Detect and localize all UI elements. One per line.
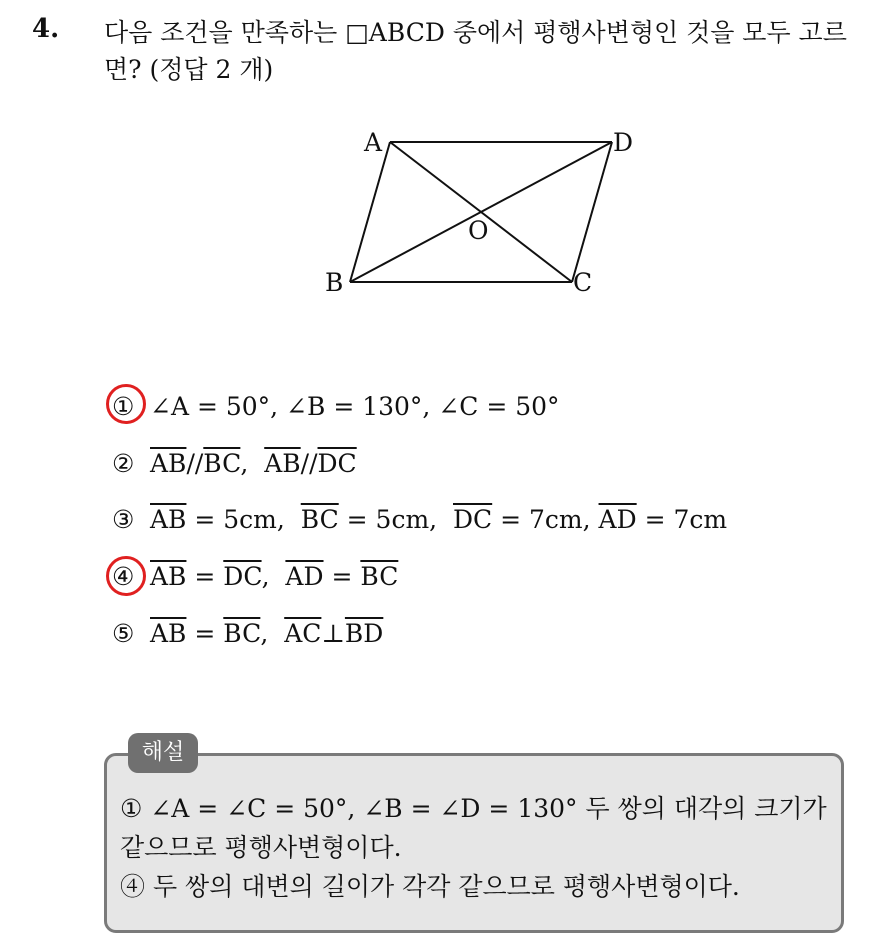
solution-line-1: ① ∠A = ∠C = 50°, ∠B = ∠D = 130° 두 쌍의 대각의 크기가 bbox=[120, 794, 827, 823]
choice-4-marker: ④ bbox=[112, 562, 135, 591]
side-ab bbox=[350, 142, 390, 282]
label-c: C bbox=[573, 268, 593, 297]
choice-1[interactable] bbox=[112, 390, 560, 424]
label-d: D bbox=[613, 128, 634, 157]
choice-4-text: $\overline{AB} = \overline{DC}$, $\overline{AD} = \overline{BC}$ bbox=[150, 562, 399, 591]
choice-5-text: $\overline{AB} = \overline{BC}$, $\overline{AC}\perp\overline{BD}$ bbox=[150, 619, 384, 648]
question-text-line2: 면? (정답 2 개) bbox=[104, 55, 274, 84]
choice-3-marker: ③ bbox=[112, 505, 135, 534]
choice-3-text: $\overline{AB} = 5cm$, $\overline{BC} = 5cm$, $\overline{DC} = 7cm$, $\overline{AD} = 7cm$ bbox=[150, 505, 728, 534]
parallelogram-figure bbox=[320, 122, 650, 307]
choice-2-marker: ② bbox=[112, 449, 135, 478]
side-dc bbox=[572, 142, 612, 282]
choice-2[interactable] bbox=[112, 447, 357, 481]
choice-5[interactable] bbox=[112, 617, 383, 651]
solution-line-3: ④ 두 쌍의 대변의 길이가 각각 같으므로 평행사변형이다. bbox=[120, 872, 740, 901]
question-text-line1: 다음 조건을 만족하는 □ABCD 중에서 평행사변형인 것을 모두 고르 bbox=[104, 18, 847, 47]
choice-1-marker: ① bbox=[112, 392, 135, 421]
solution-tag: 해설 bbox=[128, 733, 198, 773]
choice-3[interactable] bbox=[112, 503, 727, 537]
label-b: B bbox=[325, 268, 344, 297]
choice-5-marker: ⑤ bbox=[112, 619, 135, 648]
choice-4[interactable] bbox=[112, 560, 398, 594]
solution-line-2: 같으므로 평행사변형이다. bbox=[120, 833, 402, 862]
question-number: 4. bbox=[32, 14, 60, 44]
label-a: A bbox=[364, 128, 383, 157]
label-o: O bbox=[468, 216, 489, 245]
diagonal-bd bbox=[350, 142, 612, 282]
choice-2-text: $\overline{AB}//\overline{BC}$, $\overline{AB}//\overline{DC}$ bbox=[150, 449, 357, 478]
question-text bbox=[104, 14, 864, 88]
choice-1-text: ∠A = 50°, ∠B = 130°, ∠C = 50° bbox=[150, 392, 560, 421]
